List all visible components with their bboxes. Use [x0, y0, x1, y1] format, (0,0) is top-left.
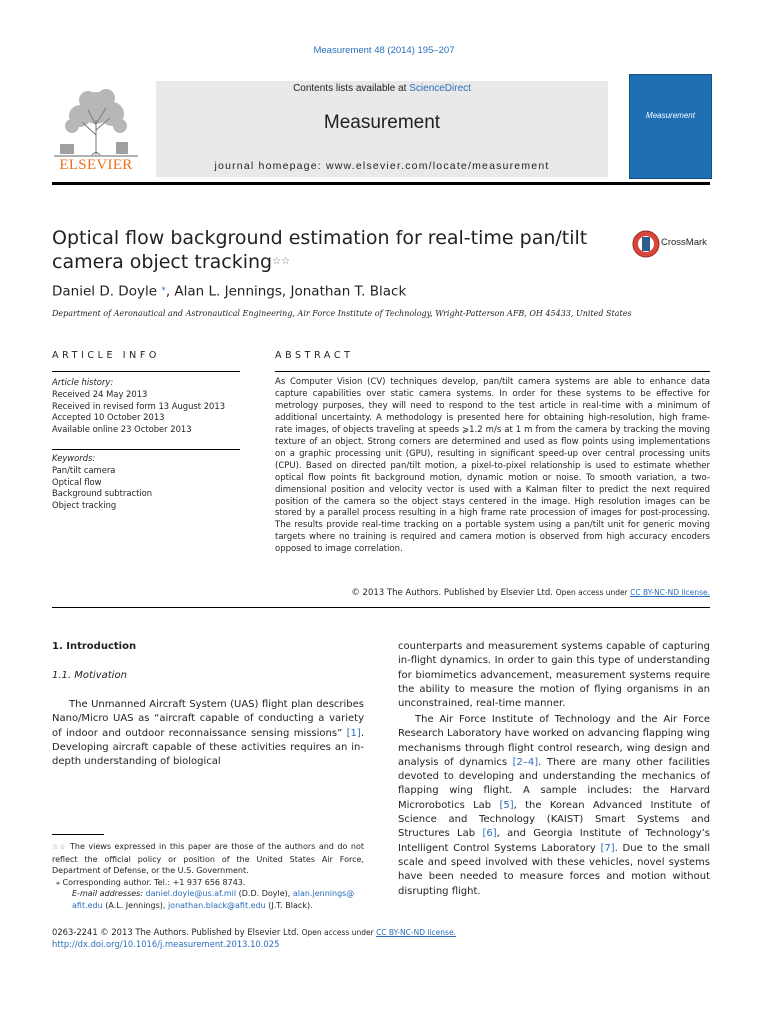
journal-name: Measurement	[323, 112, 441, 133]
footnote-emails	[52, 888, 364, 911]
keyword-item: Object tracking	[52, 500, 117, 511]
title-line-1: Optical flow background estimation for real-time pan/tilt	[52, 227, 588, 249]
article-title	[52, 226, 592, 274]
header-rule	[52, 182, 710, 185]
reference-link[interactable]: [1]	[346, 727, 361, 739]
email-link-doyle[interactable]: daniel.doyle@us.af.mil	[145, 889, 237, 898]
keywords-rule	[52, 449, 240, 450]
footer-license-link[interactable]: CC BY-NC-ND license.	[376, 928, 456, 937]
email-link-jennings-cont[interactable]: afit.edu	[72, 900, 103, 910]
paragraph-text: . Developing aircraft capable of these activities requires an in-depth understanding of biological	[52, 727, 364, 768]
keyword-item: Background subtraction	[52, 488, 153, 499]
motivation-paragraph	[52, 698, 364, 769]
keywords-label: Keywords:	[52, 453, 96, 463]
open-access-text: Open access under	[555, 588, 631, 597]
crossmark-label: CrossMark	[661, 237, 707, 248]
paragraph-text: , and Georgia Institute of Technology’s Intelligent Control Systems Laboratory	[398, 828, 711, 854]
abstract-copyright	[275, 588, 710, 598]
sciencedirect-link[interactable]: ScienceDirect	[409, 83, 471, 94]
email-link-black[interactable]: jonathan.black@afit.edu	[167, 900, 266, 910]
abstract-text: As Computer Vision (CV) techniques develop, pan/tilt camera systems are able to enhance data capture capabilities over static camera systems. In order for these systems to be effective for metrology purposes, they will need to respond to the test article in real-time with a minimum of additional uncertainty. A methodology is presented here for obtaining high-resolution, high frame-rate images, of objects traveling at speeds ⩾1.2 m/s at 1 m from the camera by tracking the moving texture of an object. Strong corners are determined and used as flow points using implementations on a graphic processing unit (GPU), resulting in significant speed-up over central processing units (CPU). Based on directed pan/tilt motion, a pixel-to-pixel relationship is used to estimate whether optical flow points fit background motion, dynamic motion or noise. To smooth variation, a two-dimensional position and velocity vector is used with a Kalman filter to predict the next required position of the camera so the object stays centered in the image. High resolution images can be stored by a parallel process resulting in a high frame rate procession of images for post-processing. The results provide real-time tracking on a portable system using a pan/tilt unit for generic moving targets where no training is required and camera motion is observed from high accuracy encoders opposed to image correlation.	[275, 377, 710, 555]
keyword-item: Optical flow	[52, 476, 102, 487]
contents-line	[156, 83, 608, 94]
column2-paragraph-1: counterparts and measurement systems capable of capturing in-flight dynamics. In order to gain this type of understanding for biomimetics advancement, measurement systems require the ability to measure the motion of flying organisms in an unconstrained, real-time manner.	[398, 641, 710, 710]
footnotes	[52, 841, 364, 911]
paragraph-text: , the Korean Advanced Institute of Science and Technology (KAIST) Smart Systems and Structures Lab	[398, 799, 711, 840]
paragraph-text: . There are many other facilities devoted to developing and understanding the mechanics of flapping wing flight. A sample includes: the Harvard Microrobotics Lab	[398, 756, 711, 811]
keyword-item: Pan/tilt camera	[52, 464, 116, 475]
section-heading-introduction: 1. Introduction	[52, 641, 137, 652]
journal-citation-link[interactable]: Measurement 48 (2014) 195–207	[313, 45, 455, 56]
column2-paragraph-2	[398, 713, 710, 899]
email-owner: (J.T. Black).	[265, 900, 313, 910]
article-info-rule	[52, 371, 240, 372]
affiliation: Department of Aeronautical and Astronautical Engineering, Air Force Institute of Technology, Wright-Patterson AFB, OH 45433, United States	[52, 309, 632, 318]
paragraph-text: The Air Force Institute of Technology and the Air Force Research Laboratory have worked on advancing flapping wing mechanisms through flight control research, wing design and analysis of dynamics	[398, 714, 710, 768]
issn-line	[52, 927, 552, 939]
footnote-text: Corresponding author. Tel.: +1 937 656 8743.	[60, 877, 246, 887]
journal-cover-thumbnail[interactable]	[629, 74, 712, 179]
email-owner: (A.L. Jennings),	[102, 900, 168, 910]
reference-link[interactable]: [6]	[482, 828, 497, 840]
open-access-text: Open access under	[301, 928, 377, 937]
history-accepted: Accepted 10 October 2013	[52, 412, 165, 423]
footnote-text: The views expressed in this paper are those of the authors and do not reflect the official policy or position of the United States Air Force, Department of Defense, or the U.S. Government.	[52, 842, 364, 875]
reference-link[interactable]: [5]	[499, 799, 514, 811]
contents-prefix: Contents lists available at	[293, 83, 410, 94]
reference-link[interactable]: [2–4]	[512, 756, 539, 768]
author-doyle: Daniel D. Doyle	[52, 283, 158, 300]
author-list	[52, 283, 406, 300]
title-line-2: camera object tracking	[52, 251, 273, 273]
email-label: E-mail addresses:	[72, 889, 144, 898]
cover-title: Measurement	[646, 111, 695, 120]
footnote-mark: ⁎	[56, 877, 60, 887]
copyright-text: © 2013 The Authors. Published by Elsevier Ltd.	[351, 588, 553, 598]
corresponding-author-mark[interactable]: ⁎	[161, 283, 166, 293]
page-footer	[52, 927, 552, 951]
history-online: Available online 23 October 2013	[52, 424, 192, 435]
elsevier-wordmark: ELSEVIER	[59, 157, 133, 173]
article-history	[52, 377, 240, 436]
keywords	[52, 453, 240, 512]
history-revised: Received in revised form 13 August 2013	[52, 400, 226, 411]
email-link-jennings[interactable]: alan.jennings@	[292, 889, 355, 898]
email-owner: (D.D. Doyle),	[236, 889, 293, 898]
reference-link[interactable]: [7]	[600, 842, 615, 854]
doi-link[interactable]: http://dx.doi.org/10.1016/j.measurement.2013.10.025	[52, 938, 280, 949]
history-received: Received 24 May 2013	[52, 388, 148, 399]
subsection-heading-motivation: 1.1. Motivation	[52, 670, 127, 681]
title-footnote-stars[interactable]: ☆☆	[272, 256, 291, 267]
abstract-bottom-rule	[52, 607, 710, 608]
abstract-heading: ABSTRACT	[275, 350, 354, 361]
journal-homepage-link[interactable]: journal homepage: www.elsevier.com/locate/measurement	[214, 160, 550, 172]
abstract-rule	[275, 371, 710, 372]
footnote-rule	[52, 834, 104, 835]
license-link[interactable]: CC BY-NC-ND license.	[630, 588, 710, 597]
footnote-corresponding	[52, 877, 364, 889]
paragraph-text: The Unmanned Aircraft System (UAS) flight plan describes Nano/Micro UAS as “aircraft capable of conducting a variety of indoor and outdoor reconnaissance sensing missions”	[52, 699, 364, 739]
history-label: Article history:	[52, 377, 114, 387]
footnote-disclaimer	[52, 841, 364, 877]
issn-text: 0263-2241 © 2013 The Authors. Published by Elsevier Ltd.	[52, 927, 302, 937]
footnote-stars: ☆☆	[52, 843, 67, 851]
other-authors: , Alan L. Jennings, Jonathan T. Black	[165, 283, 407, 300]
article-info-heading: ARTICLE INFO	[52, 350, 161, 361]
paragraph-text: . Due to the small scale and speed involved with these vehicles, novel systems have been needed to measure forces and motion without disrupting flight.	[398, 842, 710, 897]
